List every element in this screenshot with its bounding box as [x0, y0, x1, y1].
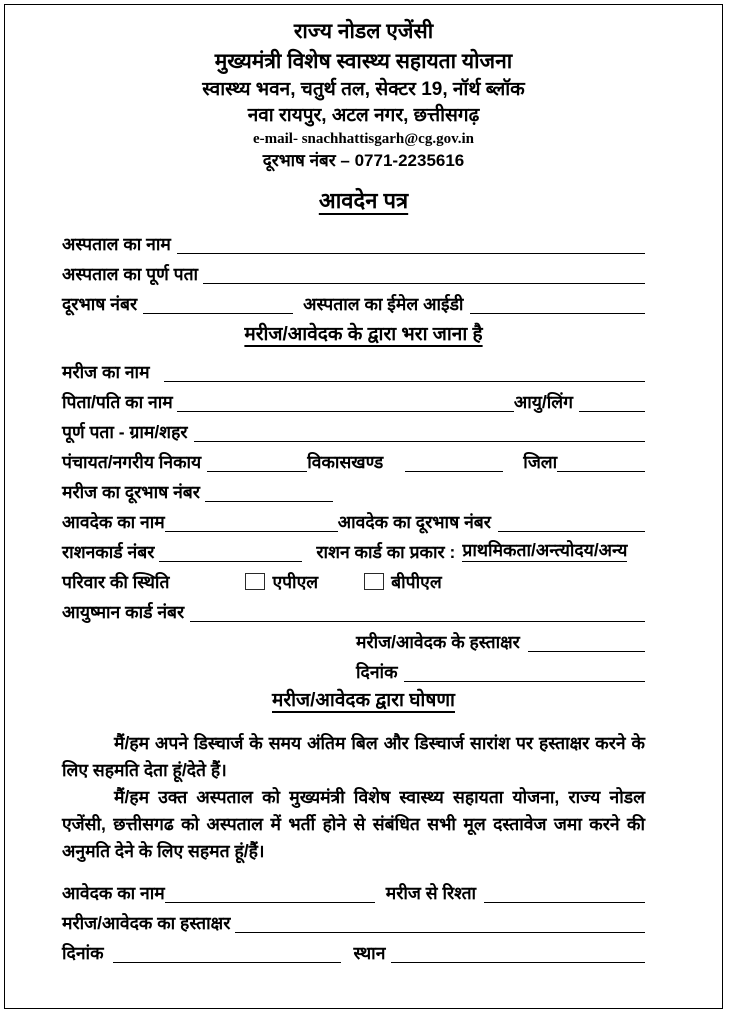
hospital-phone-email-row [62, 290, 645, 314]
form-sheet [4, 4, 723, 1009]
panchayat-field[interactable] [207, 450, 307, 472]
place-field[interactable] [391, 941, 645, 963]
hospital-email-label: अस्पताल का ईमेल आईडी [303, 294, 464, 314]
declaration-paragraph-1: मैं/हम अपने डिस्चार्ज के समय अंतिम बिल और डिस्चार्ज सारांश पर हस्ताक्षर करने के लिए सहमति देता हूं/देते हैं। [62, 733, 645, 780]
family-status-row [62, 568, 645, 592]
full-address-label: पूर्ण पता - ग्राम/शहर [62, 422, 188, 442]
block-field[interactable] [405, 450, 503, 472]
hospital-address-row [62, 260, 645, 284]
ayushman-label: आयुष्मान कार्ड नंबर [62, 602, 185, 622]
patient-date-field[interactable] [404, 660, 645, 682]
signoff-date-place-row [62, 939, 645, 963]
form-title [5, 186, 722, 216]
age-sex-label: आयु/लिंग [513, 392, 573, 412]
signoff-signature-field[interactable] [235, 911, 645, 933]
applicant-phone-label: आवदेक का दूरभाष नंबर [337, 512, 491, 532]
district-label: जिला [523, 452, 558, 472]
apl-checkbox[interactable] [245, 573, 265, 590]
patient-date-row [62, 658, 645, 682]
ration-number-label: राशनकार्ड नंबर [62, 542, 155, 562]
patient-name-label: मरीज का नाम [62, 362, 150, 382]
hospital-name-label: अस्पताल का नाम [62, 234, 171, 254]
applicant-name-label: आवदेक का नाम [62, 512, 165, 532]
ration-type-label: राशन कार्ड का प्रकार : [316, 542, 456, 562]
hospital-phone-field[interactable] [143, 292, 293, 314]
ayushman-field[interactable] [190, 600, 645, 622]
ration-type-options: प्राथमिकता/अन्त्योदय/अन्य [462, 540, 628, 560]
panchayat-block-district-row [62, 448, 645, 472]
age-sex-field[interactable] [579, 390, 645, 412]
patient-signature-label: मरीज/आवेदक के हस्ताक्षर [356, 632, 520, 652]
letterhead [5, 5, 722, 172]
patient-section [5, 358, 722, 682]
signoff-date-label: दिनांक [62, 943, 104, 963]
signoff-applicant-row [62, 879, 645, 903]
patient-name-row [62, 358, 645, 382]
applicant-row [62, 508, 645, 532]
address-line1: स्वास्थ्य भवन, चतुर्थ तल, सेक्टर 19, नॉर्थ ब्लॉक [202, 79, 525, 100]
declaration-section [5, 724, 722, 865]
district-field[interactable] [557, 450, 645, 472]
patient-signature-field[interactable] [528, 630, 645, 652]
block-label: विकासखण्ड [307, 452, 384, 472]
hospital-phone-label: दूरभाष नंबर [62, 294, 138, 314]
relation-field[interactable] [484, 881, 645, 903]
hospital-name-field[interactable] [177, 232, 645, 254]
scheme-name: मुख्यमंत्री विशेष स्वास्थ्य सहायता योजना [214, 50, 513, 73]
signoff-signature-row [62, 909, 645, 933]
full-address-field[interactable] [194, 420, 645, 442]
declaration-paragraph-2: मैं/हम उक्त अस्पताल को मुख्यमंत्री विशेष स्वास्थ्य सहायता योजना, राज्य नोडल एजेंसी, छत्तीसगढ को अस्पताल में भर्ती होने से संबंधित सभी मूल दस्तावेज जमा करने की अनुमति देने के लिए सहमत हूं/हैं। [62, 787, 645, 861]
address-line2: नवा रायपुर, अटल नगर, छत्तीसगढ़ [247, 105, 480, 126]
ration-card-row [62, 538, 645, 562]
hospital-email-field[interactable] [470, 292, 645, 314]
patient-phone-label: मरीज का दूरभाष नंबर [62, 482, 200, 502]
agency-name: राज्य नोडल एजेंसी [293, 20, 434, 43]
patient-section-heading-text: मरीज/आवेदक के द्वारा भरा जाना है [244, 324, 483, 345]
form-title-text: आवदेन पत्र [318, 188, 409, 213]
ration-number-field[interactable] [159, 540, 302, 562]
declaration-heading-text: मरीज/आवेदक द्वारा घोषणा [272, 690, 455, 711]
agency-email: e-mail- snachhattisgarh@cg.gov.in [252, 131, 475, 147]
relation-label: मरीज से रिश्ता [385, 883, 477, 903]
patient-phone-field[interactable] [205, 480, 333, 502]
patient-section-heading [5, 322, 722, 348]
patient-phone-row [62, 478, 645, 502]
patient-date-label: दिनांक [356, 662, 398, 682]
hospital-address-label: अस्पताल का पूर्ण पता [62, 264, 199, 284]
signoff-date-field[interactable] [113, 941, 341, 963]
bpl-checkbox[interactable] [364, 573, 384, 590]
father-husband-field[interactable] [177, 390, 514, 412]
hospital-name-row [62, 230, 645, 254]
agency-phone: दूरभाष नंबर – 0771-2235616 [262, 151, 465, 170]
panchayat-label: पंचायत/नगरीय निकाय [62, 452, 202, 472]
hospital-address-field[interactable] [203, 262, 645, 284]
apl-label: एपीएल [272, 572, 319, 592]
patient-name-field[interactable] [164, 360, 645, 382]
full-address-row [62, 418, 645, 442]
place-label: स्थान [353, 943, 386, 963]
signoff-signature-label: मरीज/आवेदक का हस्ताक्षर [62, 913, 231, 933]
signoff-applicant-name-field[interactable] [165, 881, 375, 903]
declaration-heading [5, 688, 722, 714]
signoff-applicant-name-label: आवेदक का नाम [62, 883, 165, 903]
patient-signature-row [62, 628, 645, 652]
applicant-name-field[interactable] [165, 510, 338, 532]
family-status-label: परिवार की स्थिति [62, 572, 170, 592]
ayushman-row [62, 598, 645, 622]
father-husband-label: पिता/पति का नाम [62, 392, 173, 412]
father-husband-row [62, 388, 645, 412]
applicant-phone-field[interactable] [498, 510, 645, 532]
signoff-section [5, 879, 722, 963]
bpl-label: बीपीएल [391, 572, 442, 592]
hospital-section [5, 230, 722, 314]
